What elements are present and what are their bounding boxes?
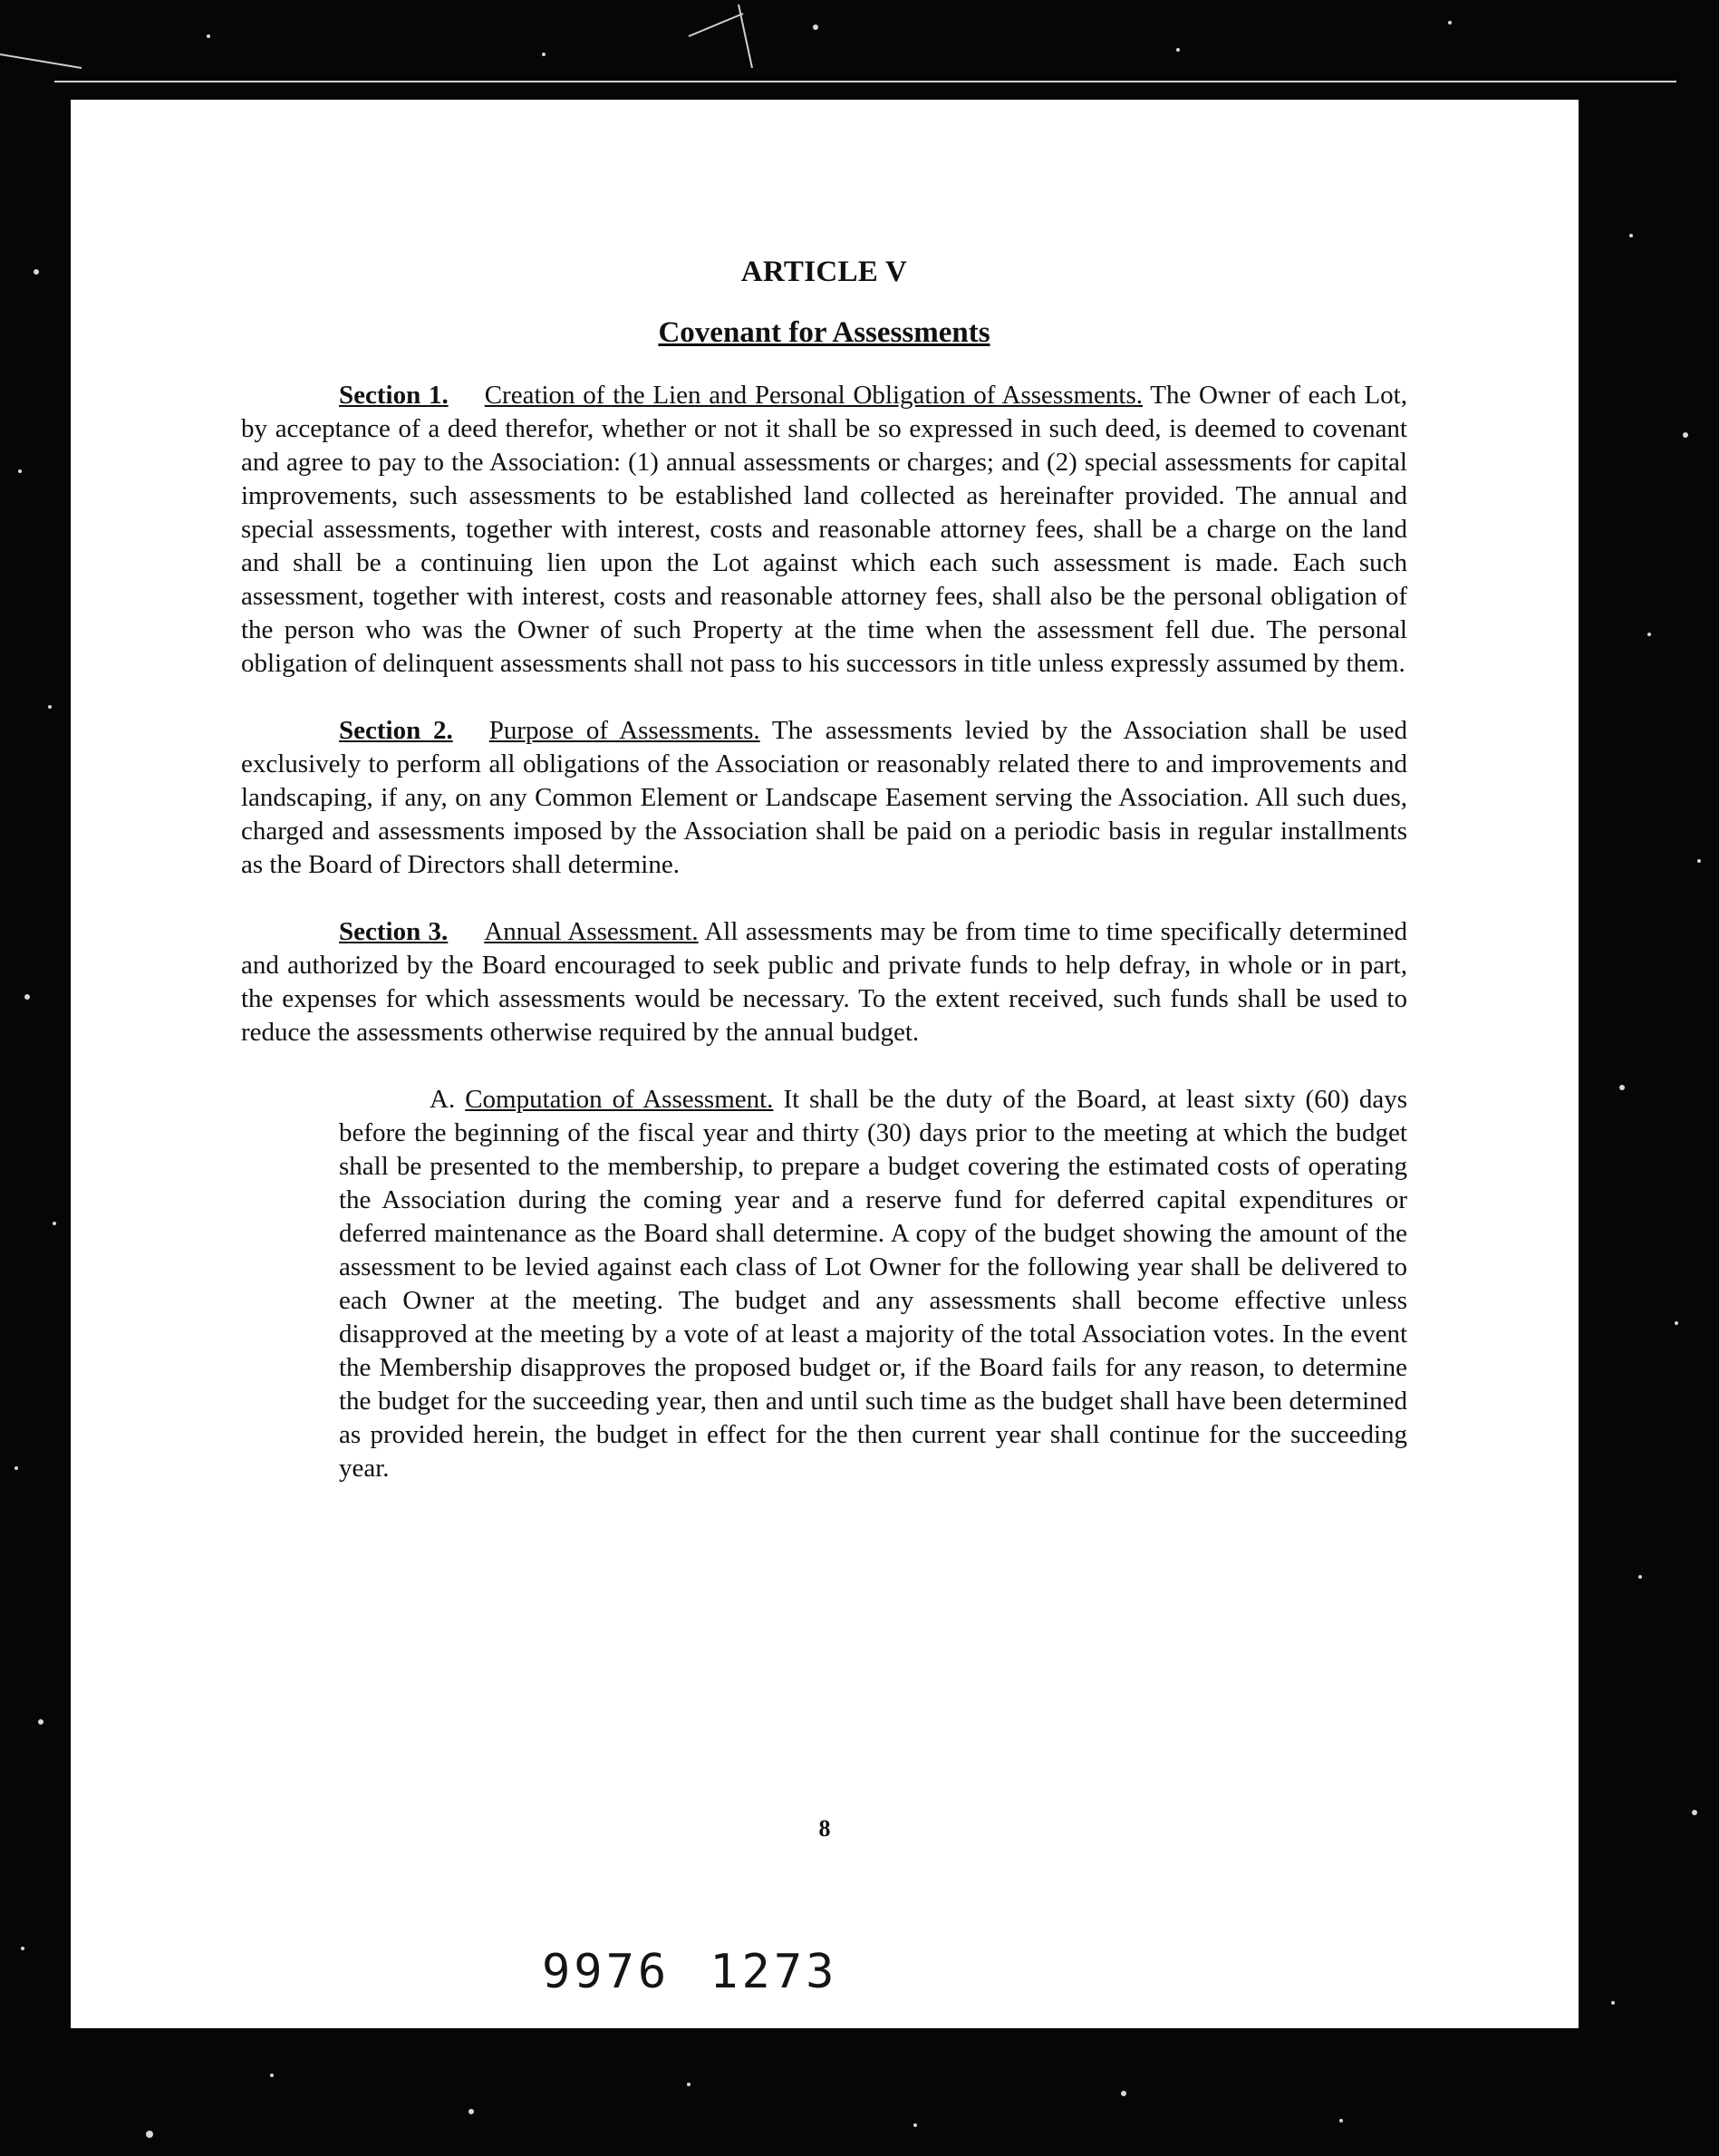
section-1-title: Creation of the Lien and Personal Obligation of Assessments. [484, 381, 1144, 410]
section-1-body: The Owner of each Lot, by acceptance of a deed therefor, whether or not it shall be so expressed in such deed, is deemed to covenant and agree to pay to the Association: (1) annual assessments or charges; and (2) special assessments for capital improvements, such assessments to be established land collected as hereinafter provided. The annual and special assessments, together with interest, costs and reasonable attorney fees, shall be a charge on the land and shall be a continuing lien upon the Lot against which each such assessment is made. Each such assessment, together with interest, costs and reasonable attorney fees, shall also be the personal obligation of the person who was the Owner of such Property at the time when the assessment fell due. The personal obligation of delinquent assessments shall not pass to his successors in title unless expressly assumed by them. [241, 381, 1407, 678]
section-3-number: Section 3. [339, 917, 449, 946]
section-2-title: Purpose of Assessments. [488, 716, 760, 745]
article-title: ARTICLE V [740, 256, 908, 288]
subsection-a-body: It shall be the duty of the Board, at least sixty (60) days before the beginning of the fiscal year and thirty (30) days prior to the meeting at which the budget shall be presented to the membership, to prepare a budget covering the estimated costs of operating the Association during the coming year and a reserve fund for deferred capital expenditures or deferred maintenance as the Board shall determine. A copy of the budget showing the amount of the assessment to be levied against each class of Lot Owner for the following year shall be delivered to each Owner at the meeting. The budget and any assessments shall become effective unless disapproved at the meeting by a vote of at least a majority of the total Association votes. In the event the Membership disapproves the proposed budget or, if the Board fails for any reason, to determine the budget for the succeeding year, then and until such time as the budget shall have been determined as provided herein, the budget in effect for the then current year shall continue for the succeeding year. [339, 1085, 1408, 1483]
section-1-paragraph [241, 379, 1407, 681]
section-3-paragraph [241, 915, 1407, 1049]
section-2-paragraph [241, 714, 1407, 882]
section-2-body: The assessments levied by the Association shall be used exclusively to perform all obligations of the Association or reasonably related there to and improvements and landscaping, if any, on any Common Element or Landscape Easement serving the Association. All such dues, charged and assessments imposed by the Association shall be paid on a periodic basis in regular installments as the Board of Directors shall determine. [241, 716, 1408, 879]
section-3-title: Annual Assessment. [484, 917, 699, 946]
section-1-number: Section 1. [339, 381, 449, 410]
section-3-body: All assessments may be from time to time specifically determined and authorized by the Board encouraged to seek public and private funds to help defray, in whole or in part, the expenses for which assessments would be necessary. To the extent received, such funds shall be used to reduce the assessments otherwise required by the annual budget. [241, 917, 1408, 1047]
page-content [241, 256, 1407, 1485]
document-page [71, 100, 1579, 2028]
subsection-a-title: Computation of Assessment. [465, 1085, 774, 1114]
subsection-a-paragraph [339, 1083, 1407, 1485]
subsection-a-label: A. [430, 1085, 456, 1114]
article-subtitle: Covenant for Assessments [658, 316, 990, 349]
document-stamp [542, 1945, 877, 1999]
page-number: 8 [818, 1815, 831, 1842]
section-2-number: Section 2. [339, 716, 453, 745]
stamp-left-number: 9976 [542, 1945, 671, 1999]
stamp-right-number: 1273 [710, 1945, 838, 1999]
